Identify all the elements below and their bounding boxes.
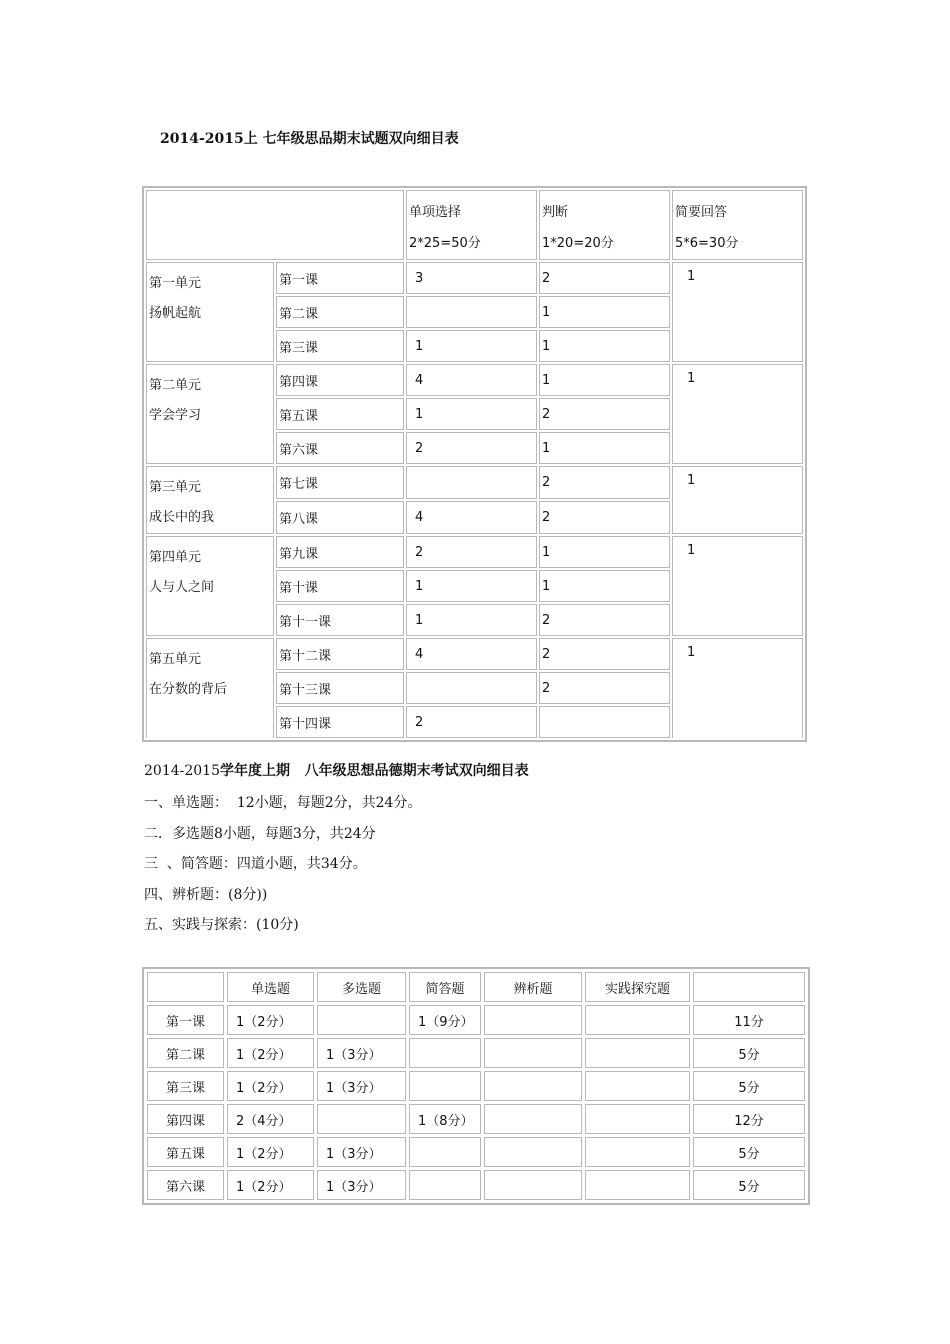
analysis-cell [484,1104,582,1134]
unit-name: 第三单元 [149,480,202,495]
table-row [147,1071,805,1101]
exam-item-line: 二．多选题8小题，每题3分，共24分 [144,826,376,842]
short-answer-count: 1 [672,364,803,464]
header-judge [539,190,670,260]
header-judge-score: 1*20=20分 [542,236,614,251]
header-single-choice-label: 单项选择 [409,205,462,220]
practice-cell [585,1038,690,1068]
header-single-choice-score: 2*25=50分 [409,236,481,251]
lesson-cell: 第三课 [147,1071,224,1101]
grade8-spec-table [142,967,810,1205]
unit-theme: 在分数的背后 [149,682,228,697]
grade7-spec-table [142,186,807,742]
single-choice-count: 2 [406,536,537,568]
lesson-cell: 第五课 [147,1137,224,1167]
multi-choice-cell [317,1104,406,1134]
unit-name: 第一单元 [149,276,202,291]
lesson-cell: 第六课 [147,1170,224,1200]
header-cell: 简答题 [409,972,481,1002]
lesson-cell: 第八课 [276,501,404,534]
judge-count: 1 [539,432,670,464]
header-cell: 实践探究题 [585,972,690,1002]
judge-count: 2 [539,638,670,670]
judge-count: 2 [539,604,670,636]
short-answer-cell: 1（9分） [409,1005,481,1035]
unit-theme: 成长中的我 [149,510,215,525]
unit-theme: 人与人之间 [149,580,215,595]
short-answer-count: 1 [672,466,803,534]
unit-cell [146,262,274,362]
header-blank-cell [146,190,404,260]
multi-choice-cell: 1（3分） [317,1038,406,1068]
short-answer-cell [409,1038,481,1068]
judge-count: 1 [539,296,670,328]
single-choice-count: 4 [406,638,537,670]
lesson-cell: 第七课 [276,466,404,499]
single-choice-count: 4 [406,364,537,396]
exam-item-line: 五、实践与探索：(10分) [144,917,299,933]
header-cell [693,972,805,1002]
judge-count: 2 [539,672,670,704]
total-cell: 5分 [693,1137,805,1167]
unit-name: 第二单元 [149,378,202,393]
single-choice-count: 1 [406,398,537,430]
table-row [147,1170,805,1200]
header-short-answer-label: 简要回答 [675,205,728,220]
lesson-cell: 第十三课 [276,672,404,704]
single-choice-cell: 1（2分） [227,1038,314,1068]
lesson-cell: 第十课 [276,570,404,602]
judge-count [539,706,670,738]
lesson-cell: 第一课 [147,1005,224,1035]
judge-count: 1 [539,364,670,396]
judge-count: 1 [539,330,670,362]
judge-count: 2 [539,262,670,294]
header-short-answer-score: 5*6=30分 [675,236,739,251]
header-judge-label: 判断 [542,205,569,220]
lesson-cell: 第二课 [147,1038,224,1068]
short-answer-cell [409,1170,481,1200]
title-year: 2014-2015 [144,763,220,779]
short-answer-count: 1 [672,536,803,636]
lesson-cell: 第四课 [276,364,404,396]
multi-choice-cell: 1（3分） [317,1137,406,1167]
single-choice-count: 1 [406,604,537,636]
lesson-cell: 第六课 [276,432,404,464]
unit-name: 第四单元 [149,550,202,565]
single-choice-count: 1 [406,330,537,362]
single-choice-cell: 1（2分） [227,1071,314,1101]
analysis-cell [484,1071,582,1101]
unit-cell [146,364,274,464]
single-choice-count [406,296,537,328]
judge-count: 1 [539,536,670,568]
total-cell: 5分 [693,1170,805,1200]
analysis-cell [484,1137,582,1167]
total-cell: 11分 [693,1005,805,1035]
practice-cell [585,1005,690,1035]
short-answer-count: 1 [672,638,803,738]
single-choice-cell: 1（2分） [227,1137,314,1167]
judge-count: 2 [539,398,670,430]
total-cell: 5分 [693,1038,805,1068]
unit-theme: 扬帆起航 [149,306,202,321]
unit-cell [146,536,274,636]
short-answer-cell [409,1137,481,1167]
lesson-cell: 第一课 [276,262,404,294]
unit-cell [146,466,274,534]
practice-cell [585,1071,690,1101]
single-choice-count: 4 [406,501,537,534]
lesson-cell: 第九课 [276,536,404,568]
practice-cell [585,1170,690,1200]
analysis-cell [484,1170,582,1200]
analysis-cell [484,1005,582,1035]
header-cell [147,972,224,1002]
single-choice-cell: 2（4分） [227,1104,314,1134]
page-title-grade7: 2014-2015上 七年级思品期末试题双向细目表 [160,131,459,147]
exam-item-line: 四、辨析题：(8分)) [144,887,268,903]
table-row [147,1104,805,1134]
single-choice-count [406,672,537,704]
multi-choice-cell: 1（3分） [317,1071,406,1101]
single-choice-count: 2 [406,432,537,464]
single-choice-count: 1 [406,570,537,602]
lesson-cell: 第十一课 [276,604,404,636]
single-choice-count: 2 [406,706,537,738]
lesson-cell: 第三课 [276,330,404,362]
lesson-cell: 第二课 [276,296,404,328]
judge-count: 2 [539,501,670,534]
lesson-cell: 第十二课 [276,638,404,670]
single-choice-count [406,466,537,499]
single-choice-cell: 1（2分） [227,1170,314,1200]
header-cell: 单选题 [227,972,314,1002]
header-short-answer [672,190,803,260]
page-title-grade8 [144,760,529,780]
header-cell: 辨析题 [484,972,582,1002]
table-row [147,1005,805,1035]
short-answer-count: 1 [672,262,803,362]
header-cell: 多选题 [317,972,406,1002]
multi-choice-cell: 1（3分） [317,1170,406,1200]
total-cell: 12分 [693,1104,805,1134]
short-answer-cell [409,1071,481,1101]
exam-item-line: 三 、简答题：四道小题，共34分。 [144,856,367,872]
table-row [147,1038,805,1068]
short-answer-cell: 1（8分） [409,1104,481,1134]
unit-name: 第五单元 [149,652,202,667]
unit-theme: 学会学习 [149,408,202,423]
single-choice-count: 3 [406,262,537,294]
judge-count: 2 [539,466,670,499]
lesson-cell: 第十四课 [276,706,404,738]
table-row [147,1137,805,1167]
exam-item-line: 一、单选题： 12小题，每题2分，共24分。 [144,795,422,811]
lesson-cell: 第五课 [276,398,404,430]
total-cell: 5分 [693,1071,805,1101]
analysis-cell [484,1038,582,1068]
lesson-cell: 第四课 [147,1104,224,1134]
practice-cell [585,1137,690,1167]
unit-cell [146,638,274,738]
header-single-choice [406,190,537,260]
single-choice-cell: 1（2分） [227,1005,314,1035]
multi-choice-cell [317,1005,406,1035]
title-text: 学年度上期 八年级思想品德期末考试双向细目表 [220,763,529,779]
judge-count: 1 [539,570,670,602]
practice-cell [585,1104,690,1134]
